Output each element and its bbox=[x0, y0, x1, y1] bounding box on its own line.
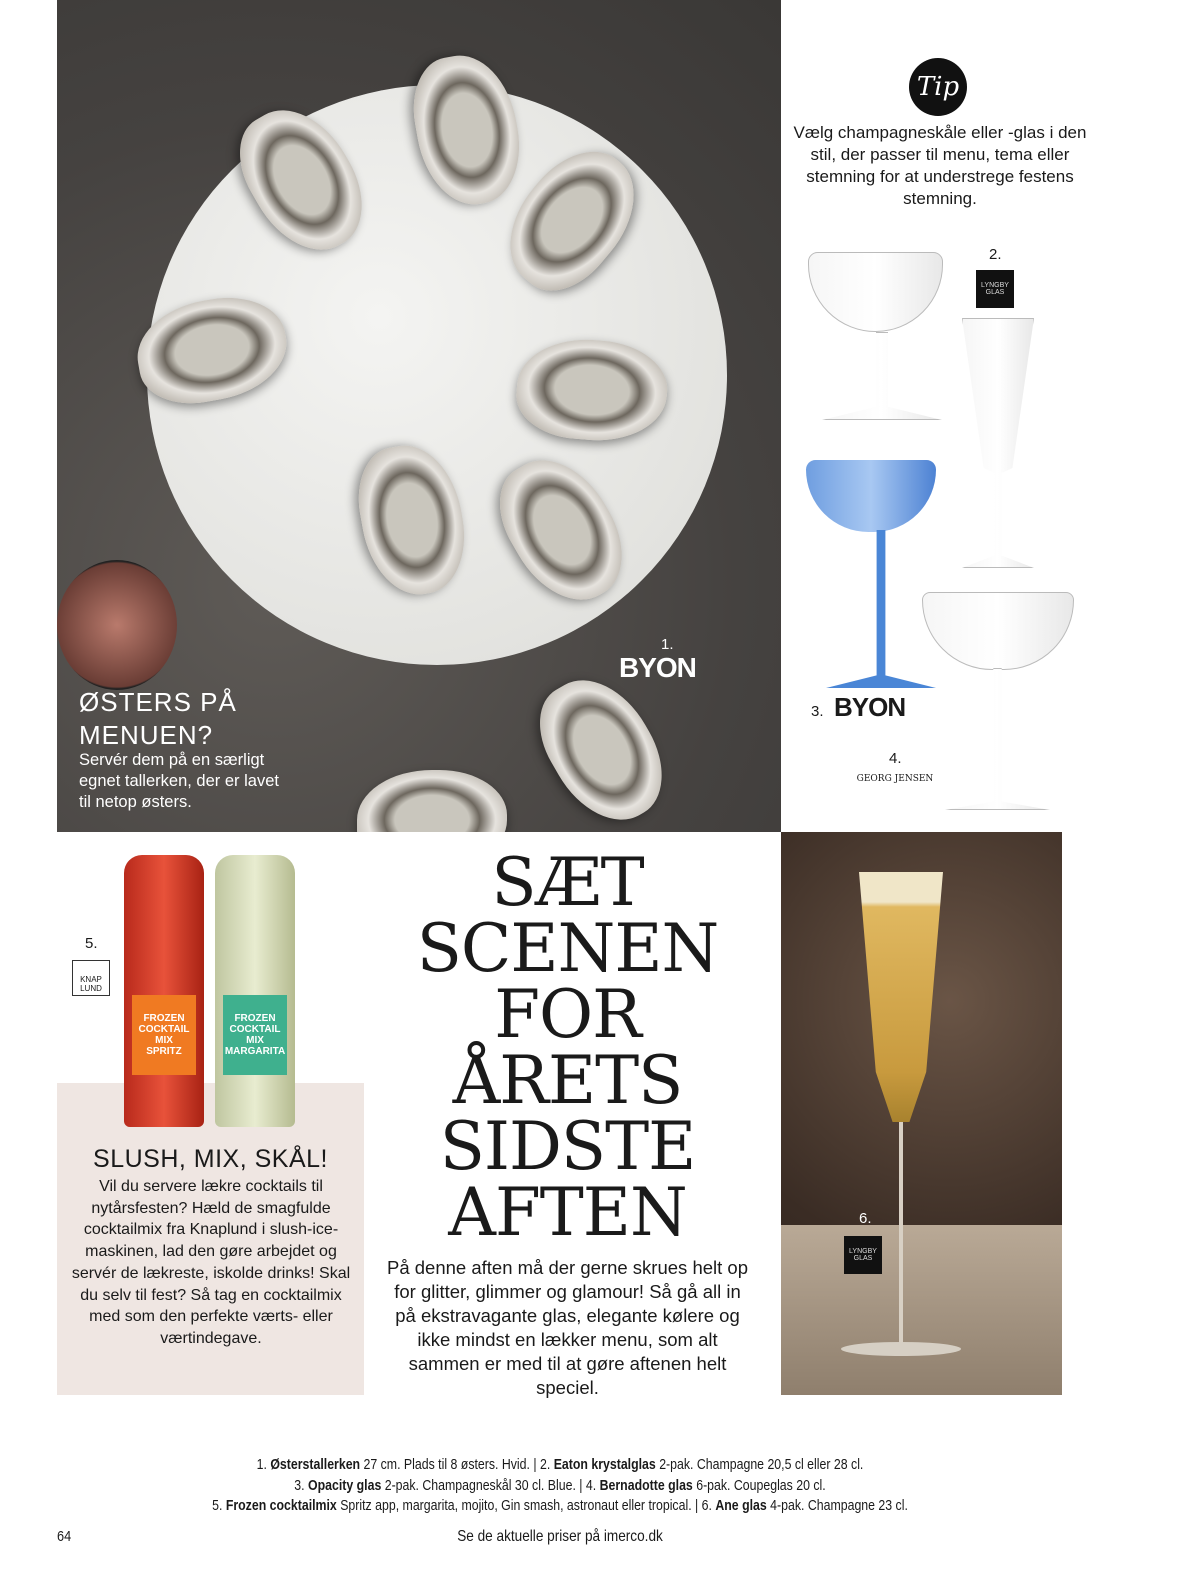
lyngby-glas-logo: LYNGBY GLAS bbox=[976, 270, 1014, 308]
oyster bbox=[357, 770, 507, 832]
caption-line bbox=[169, 1496, 951, 1517]
headline-line: FOR bbox=[494, 976, 641, 1053]
page-number: 64 bbox=[57, 1528, 72, 1545]
caption-product-name: Bernadotte glas bbox=[599, 1477, 693, 1494]
heading-line: MENUEN? bbox=[79, 720, 214, 750]
byon-logo: BYON bbox=[834, 692, 906, 722]
bottle-label-text: FROZEN COCKTAIL MIX bbox=[138, 1013, 190, 1046]
bottle-label-text: FROZEN COCKTAIL MIX bbox=[229, 1013, 281, 1046]
bottle-label bbox=[132, 995, 196, 1075]
caption-number: 1. bbox=[256, 1457, 271, 1473]
headline-line: AFTEN bbox=[448, 1174, 687, 1251]
glass-stem bbox=[881, 1122, 921, 1352]
product-number: 2. bbox=[989, 246, 1002, 263]
eaton-flute-glass bbox=[962, 318, 1034, 568]
bottle-flavor: SPRITZ bbox=[146, 1046, 182, 1057]
caption-product-name: Frozen cocktailmix bbox=[225, 1498, 337, 1514]
shallot-bowl bbox=[57, 560, 177, 690]
knaplund-logo: KNAP LUND bbox=[72, 960, 110, 996]
caption-details: 4-pak. Champagne 23 cl. bbox=[766, 1498, 908, 1514]
oyster-body: Servér dem på en særligt egnet tallerken, der er lavet til netop østers. bbox=[79, 751, 279, 811]
bottle-flavor: MARGARITA bbox=[224, 1046, 286, 1057]
caption-line bbox=[169, 1455, 951, 1476]
caption-details: Spritz app, margarita, mojito, Gin smash, astronaut eller tropical. | 6. bbox=[336, 1498, 716, 1514]
caption-details: 6-pak. Coupeglas 20 cl. bbox=[692, 1477, 826, 1494]
caption-product-name: Eaton krystalglas bbox=[553, 1457, 656, 1473]
ane-champagne-glass bbox=[859, 872, 943, 1122]
headline-line: ÅRETS bbox=[452, 1042, 683, 1119]
caption-details: 27 cm. Plads til 8 østers. Hvid. | 2. bbox=[360, 1457, 554, 1473]
headline-line: SÆT bbox=[491, 844, 644, 921]
product-captions bbox=[169, 1455, 951, 1517]
georg-jensen-logo: GEORG JENSEN bbox=[856, 774, 934, 784]
byon-logo: BYON bbox=[619, 652, 696, 683]
product-number: 1. bbox=[661, 636, 674, 653]
oyster bbox=[521, 660, 683, 832]
tip-text: Vælg champagneskåle eller -glas i den stil, der passer til menu, tema eller stemning for at understrege festens stemning. bbox=[793, 123, 1087, 208]
headline-line: SCENEN bbox=[416, 910, 719, 987]
caption-details: 2-pak. Champagneskål 30 cl. Blue. | 4. bbox=[381, 1477, 600, 1494]
footer-link[interactable]: Se de aktuelle priser på imerco.dk bbox=[457, 1528, 663, 1545]
opacity-glass-stem bbox=[826, 530, 936, 688]
champagne-photo bbox=[781, 832, 1062, 1395]
lyngby-glas-logo: LYNGBY GLAS bbox=[844, 1236, 882, 1274]
product-number: 6. bbox=[859, 1210, 872, 1227]
margarita-bottle bbox=[215, 855, 295, 1127]
caption-number: 3. bbox=[294, 1477, 309, 1494]
glass-foot bbox=[841, 1342, 961, 1356]
spritz-bottle bbox=[124, 855, 204, 1127]
caption-product-name: Ane glas bbox=[715, 1498, 767, 1514]
caption-product-name: Opacity glas bbox=[308, 1477, 382, 1494]
caption-number: 5. bbox=[212, 1498, 226, 1514]
oyster-photo bbox=[57, 0, 781, 832]
oyster-heading bbox=[79, 686, 237, 752]
slush-heading: SLUSH, MIX, SKÅL! bbox=[93, 1145, 328, 1173]
page-headline bbox=[390, 844, 745, 1251]
eaton-glass-stem bbox=[822, 332, 942, 420]
heading-line: ØSTERS PÅ bbox=[79, 687, 237, 717]
intro-text: På denne aften må der gerne skrues helt op for glitter, glimmer og glamour! Så gå all in på ekstravagante glas, elegante kølere og ikke mindst en lækker menu, som alt sammen er med til at gøre aftenen helt speciel. bbox=[387, 1257, 748, 1398]
bernadotte-glass-stem bbox=[945, 668, 1050, 810]
bernadotte-coupe-glass bbox=[922, 592, 1074, 670]
table-surface bbox=[781, 1225, 1062, 1395]
headline-line: SIDSTE bbox=[439, 1108, 696, 1185]
caption-product-name: Østerstallerken bbox=[270, 1457, 361, 1473]
tip-badge: Tip bbox=[909, 58, 967, 116]
caption-details: 2-pak. Champagne 20,5 cl eller 28 cl. bbox=[655, 1457, 864, 1473]
opacity-blue-glass bbox=[806, 460, 936, 532]
bottle-label bbox=[223, 995, 287, 1075]
product-number: 5. bbox=[85, 935, 98, 952]
slush-body: Vil du servere lækre cocktails til nytårsfesten? Hæld de smagfulde cocktailmix fra Knaplund i slush-ice-maskinen, lad den gøre arbejdet og servér de lækreste, iskolde drinks! Skal du selv til fest? Så tag en cocktailmix med som den perfekte værts- eller værtindegave. bbox=[71, 1178, 351, 1347]
product-number: 4. bbox=[889, 750, 902, 767]
caption-line bbox=[169, 1476, 951, 1497]
eaton-coupe-glass bbox=[808, 252, 943, 332]
product-number: 3. bbox=[811, 703, 824, 720]
